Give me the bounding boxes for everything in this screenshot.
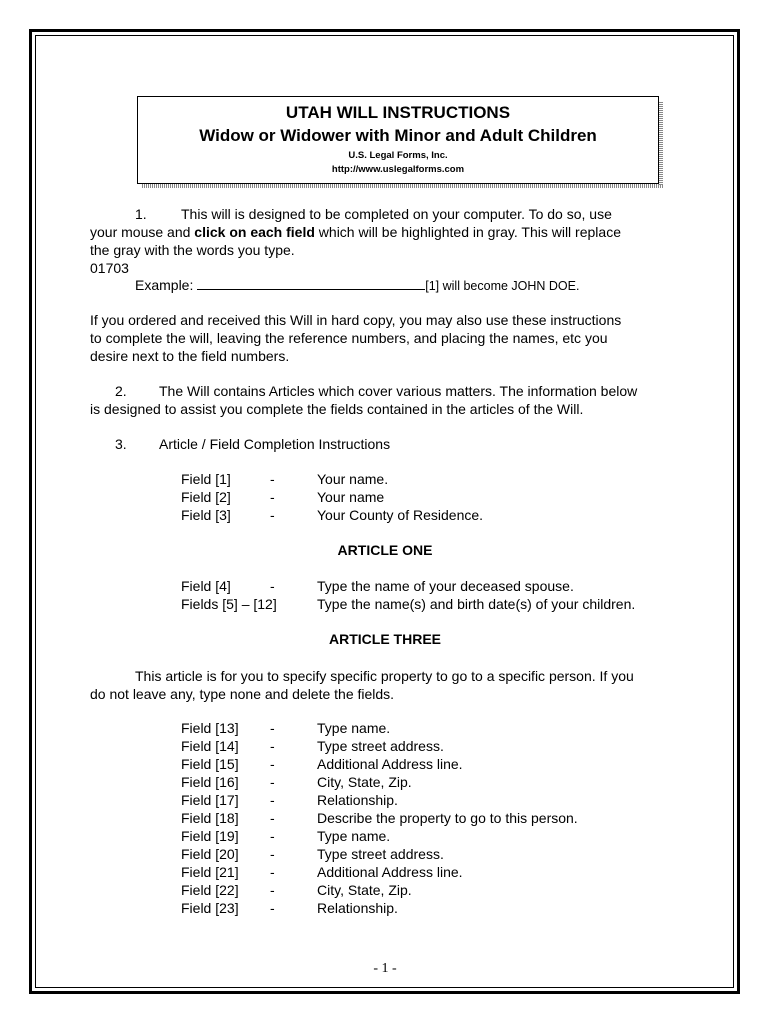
para1-line2: [90, 223, 621, 241]
para1-line2-b: which will be highlighted in gray. This will replace: [314, 224, 621, 240]
field-description: Relationship.: [317, 900, 398, 916]
field-description: City, State, Zip.: [317, 774, 412, 790]
article-three-heading: ARTICLE THREE: [329, 631, 441, 647]
field-label: Field [17]: [181, 792, 239, 808]
field-label: Field [13]: [181, 720, 239, 736]
article-three-intro-1: This article is for you to specify specific property to go to a specific person. If you: [135, 668, 634, 684]
para2-number: 2.: [115, 383, 127, 399]
field-description: Your name: [317, 489, 385, 505]
para3-text: Article / Field Completion Instructions: [159, 436, 391, 452]
field-description: Describe the property to go to this person.: [317, 810, 578, 826]
page-number: - 1 -: [373, 961, 397, 976]
field-description: Type street address.: [317, 846, 444, 862]
field-dash: -: [270, 900, 275, 916]
field-label: Field [18]: [181, 810, 239, 826]
field-description: Type the name of your deceased spouse.: [317, 578, 574, 594]
field-label: Field [15]: [181, 756, 239, 772]
field-dash: -: [270, 864, 275, 880]
company-url: http://www.uslegalforms.com: [331, 164, 465, 175]
example-line: [135, 276, 579, 295]
field-label: Field [14]: [181, 738, 239, 754]
field-dash: -: [270, 828, 275, 844]
example-result: will become JOHN DOE.: [439, 279, 580, 293]
hardcopy-line-2: to complete the will, leaving the reference numbers, and placing the names, etc you: [90, 330, 608, 346]
field-description: City, State, Zip.: [317, 882, 412, 898]
para1-line2-a: your mouse and: [90, 224, 195, 240]
example-blank-field: [197, 278, 425, 290]
document-subtitle: Widow or Widower with Minor and Adult Children: [199, 126, 597, 145]
title-box: [137, 96, 659, 184]
field-description: Type street address.: [317, 738, 444, 754]
field-description: Relationship.: [317, 792, 398, 808]
hardcopy-line-3: desire next to the field numbers.: [90, 348, 290, 364]
field-description: Type the name(s) and birth date(s) of your children.: [317, 596, 636, 612]
field-dash: -: [270, 720, 275, 736]
field-description: Additional Address line.: [317, 756, 463, 772]
document-title: UTAH WILL INSTRUCTIONS: [285, 103, 511, 122]
field-description: Your County of Residence.: [317, 507, 484, 523]
field-description: Type name.: [317, 720, 391, 736]
field-label: Field [20]: [181, 846, 239, 862]
field-label: Field [16]: [181, 774, 239, 790]
field-dash: -: [270, 471, 275, 487]
example-field-ref: [1]: [425, 279, 440, 293]
field-label: Field [19]: [181, 828, 239, 844]
field-label: Field [3]: [181, 507, 231, 523]
field-dash: -: [270, 507, 275, 523]
field-label: Field [22]: [181, 882, 239, 898]
form-code: 01703: [90, 260, 129, 276]
field-dash: -: [270, 774, 275, 790]
field-description: Additional Address line.: [317, 864, 463, 880]
para1-line1: This will is designed to be completed on your computer. To do so, use: [181, 206, 612, 222]
field-dash: -: [270, 756, 275, 772]
article-three-intro-2: do not leave any, type none and delete the fields.: [90, 686, 395, 702]
field-description: Type name.: [317, 828, 391, 844]
field-label: Fields [5] – [12]: [181, 596, 277, 612]
field-dash: -: [270, 810, 275, 826]
para1-number: 1.: [135, 206, 147, 222]
field-dash: -: [270, 489, 275, 505]
hardcopy-line-1: If you ordered and received this Will in hard copy, you may also use these instructions: [90, 312, 622, 328]
field-label: Field [21]: [181, 864, 239, 880]
field-dash: -: [270, 738, 275, 754]
field-dash: -: [270, 792, 275, 808]
para2-line1: The Will contains Articles which cover various matters. The information below: [159, 383, 638, 399]
field-label: Field [23]: [181, 900, 239, 916]
para1-line3: the gray with the words you type.: [90, 242, 295, 258]
field-dash: -: [270, 846, 275, 862]
field-description: Your name.: [317, 471, 389, 487]
article-one-heading: ARTICLE ONE: [337, 542, 433, 558]
para3-number: 3.: [115, 436, 127, 452]
field-label: Field [1]: [181, 471, 231, 487]
para2-line2: is designed to assist you complete the fields contained in the articles of the Will.: [90, 401, 584, 417]
field-dash: -: [270, 578, 275, 594]
example-label: Example:: [135, 277, 198, 293]
para1-line2-bold: click on each field: [194, 224, 315, 240]
field-dash: -: [270, 882, 275, 898]
field-label: Field [4]: [181, 578, 231, 594]
field-label: Field [2]: [181, 489, 231, 505]
company-name: U.S. Legal Forms, Inc.: [348, 150, 448, 161]
